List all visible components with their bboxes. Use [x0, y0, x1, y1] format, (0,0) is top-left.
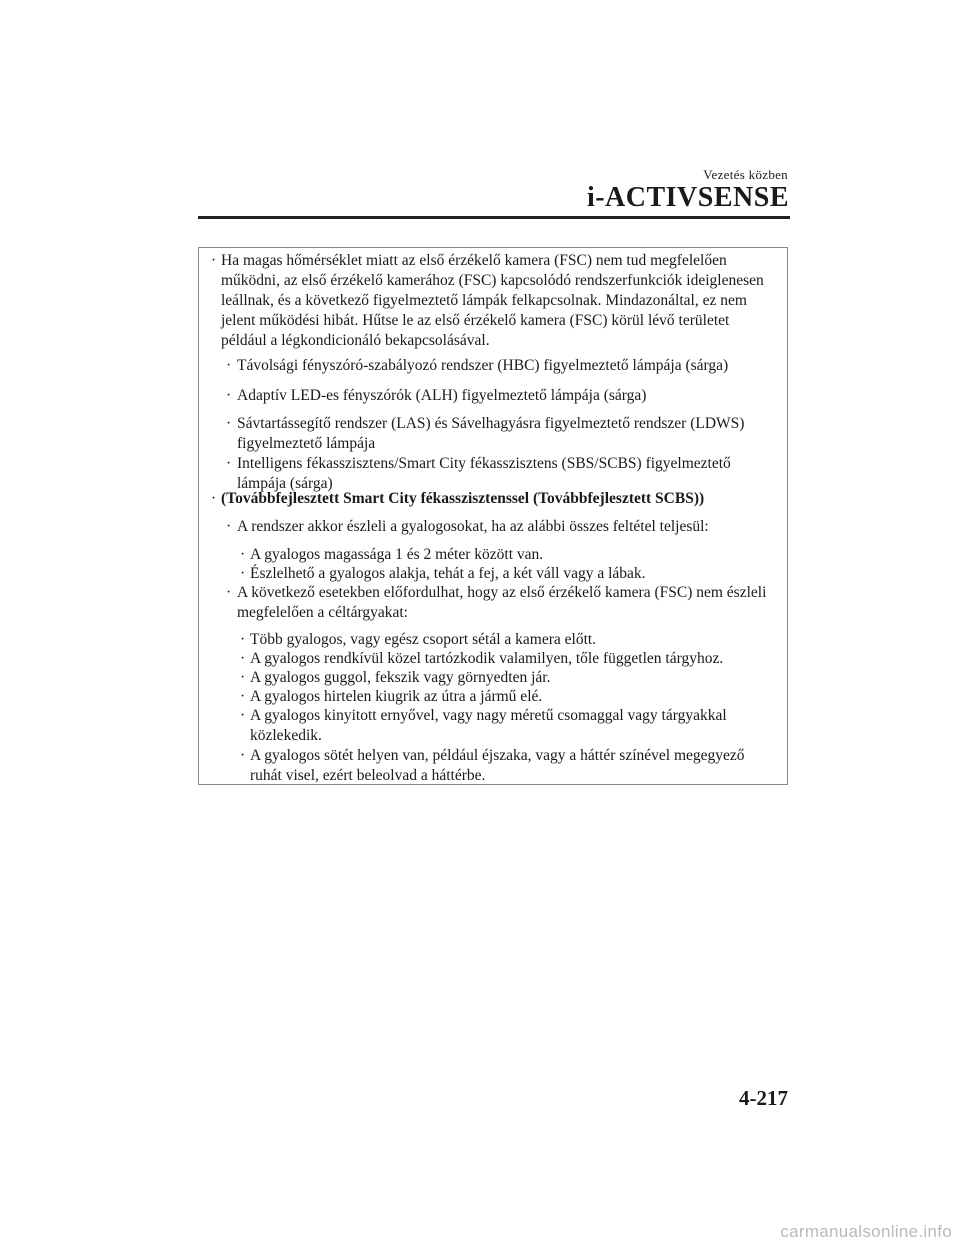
- bullet-marker: ·: [240, 669, 246, 686]
- non-detection-item: A gyalogos sötét helyen van, például éjszaka, vagy a háttér színével megegyező: [250, 747, 745, 764]
- detection-condition-item: Észlelhető a gyalogos alakja, tehát a fej, a két váll vagy a lábak.: [250, 565, 646, 582]
- warning-lamp-item: lámpája (sárga): [237, 475, 333, 492]
- warning-lamp-item: figyelmeztető lámpája: [237, 435, 376, 452]
- watermark: carmanualsonline.info: [780, 1222, 952, 1241]
- note-paragraph-line: jelent működési hibát. Hűtse le az első érzékelő kamera (FSC) körül lévő területet: [221, 312, 730, 329]
- non-detection-item: A gyalogos guggol, fekszik vagy görnyedten jár.: [250, 669, 551, 686]
- bullet-marker: ·: [240, 707, 246, 724]
- bullet-marker: ·: [211, 490, 217, 507]
- note-paragraph-line: működni, az első érzékelő kamerához (FSC) kapcsolódó rendszerfunkciók ideiglenesen: [221, 272, 764, 289]
- bullet-marker: ·: [226, 387, 232, 404]
- non-detection-item: közlekedik.: [250, 727, 322, 744]
- non-detection-item: A gyalogos rendkívül közel tartózkodik valamilyen, tőle független tárgyhoz.: [250, 650, 724, 667]
- bullet-marker: ·: [240, 565, 246, 582]
- bullet-marker: ·: [211, 252, 217, 269]
- bullet-marker: ·: [240, 688, 246, 705]
- header-title: i-ACTIVSENSE: [586, 182, 789, 213]
- non-detection-intro: A következő esetekben előfordulhat, hogy az első érzékelő kamera (FSC) nem észleli: [237, 584, 767, 601]
- note-paragraph-line: például a légkondicionáló bekapcsolásával.: [221, 332, 490, 349]
- non-detection-item: A gyalogos hirtelen kiugrik az útra a jármű elé.: [250, 688, 543, 705]
- warning-lamp-item: Távolsági fényszóró-szabályozó rendszer (HBC) figyelmeztető lámpája (sárga): [237, 357, 729, 374]
- bullet-marker: ·: [226, 455, 232, 472]
- note-paragraph-line: Ha magas hőmérséklet miatt az első érzékelő kamera (FSC) nem tud megfelelően: [221, 252, 727, 269]
- bullet-marker: ·: [226, 415, 232, 432]
- bullet-marker: ·: [240, 546, 246, 563]
- non-detection-intro: megfelelően a céltárgyakat:: [237, 604, 408, 621]
- warning-lamp-item: Sávtartássegítő rendszer (LAS) és Sávelhagyásra figyelmeztető rendszer (LDWS): [237, 415, 745, 432]
- bullet-marker: ·: [240, 650, 246, 667]
- header-rule: [198, 216, 790, 219]
- bullet-marker: ·: [226, 357, 232, 374]
- note-box: [198, 247, 788, 785]
- bullet-marker: ·: [226, 518, 232, 535]
- bullet-marker: ·: [240, 631, 246, 648]
- warning-lamp-item: Intelligens fékasszisztens/Smart City fékasszisztens (SBS/SCBS) figyelmeztető: [237, 455, 731, 472]
- header-section-label: Vezetés közben: [703, 167, 788, 182]
- non-detection-item: Több gyalogos, vagy egész csoport sétál a kamera előtt.: [250, 631, 597, 648]
- note-paragraph-line: leállnak, és a következő figyelmeztető lámpák felkapcsolnak. Mindazonáltal, ez nem: [221, 292, 747, 309]
- detection-condition-intro: A rendszer akkor észleli a gyalogosokat, ha az alábbi összes feltétel teljesül:: [237, 518, 709, 535]
- detection-condition-item: A gyalogos magassága 1 és 2 méter között van.: [250, 546, 544, 563]
- scbs-heading: (Továbbfejlesztett Smart City fékasszisztenssel (Továbbfejlesztett SCBS)): [221, 490, 705, 507]
- warning-lamp-item: Adaptív LED-es fényszórók (ALH) figyelmeztető lámpája (sárga): [237, 387, 647, 404]
- bullet-marker: ·: [240, 747, 246, 764]
- bullet-marker: ·: [226, 584, 232, 601]
- non-detection-item: ruhát visel, ezért beleolvad a háttérbe.: [250, 767, 486, 784]
- page-number: 4-217: [739, 1086, 788, 1110]
- non-detection-item: A gyalogos kinyitott ernyővel, vagy nagy méretű csomaggal vagy tárgyakkal: [250, 707, 727, 724]
